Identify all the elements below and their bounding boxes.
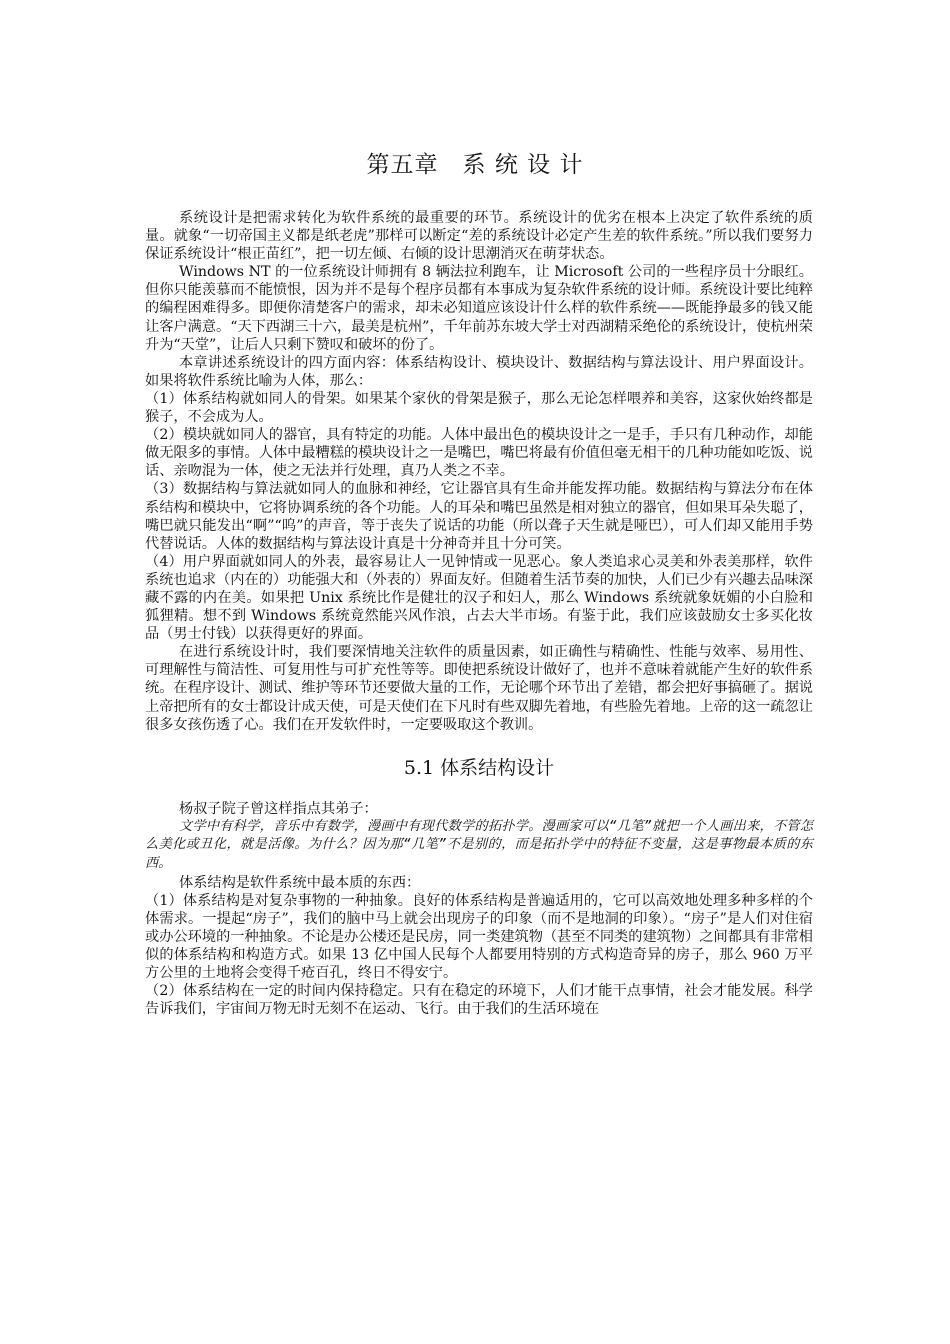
chapter-title: 第五章 系 统 设 计 <box>366 152 584 178</box>
quote-paragraph: 文学中有科学，音乐中有数学，漫画中有现代数学的拓扑学。漫画家可以“几笔”就把一个人画出来，不管怎么美化或丑化，就是活像。为什么？因为那“几笔”不是别的，而是拓扑学中的特征不变量，这是事物最本质的东西。 <box>145 818 813 871</box>
list-item-data-structures: （3）数据结构与算法就如同人的血脉和神经，它让器官具有生命并能发挥功能。数据结构与算法分布在体系结构和模块中，它将协调系统的各个功能。人的耳朵和嘴巴虽然是相对独立的器官，但如果耳朵失聪了，嘴巴就只能发出“啊”“呜”的声音，等于丧失了说话的功能（所以聋子天生就是哑巴），可人们却又能用手势代替说话。人体的数据结构与算法设计真是十分神奇并且十分可笑。 <box>145 481 813 552</box>
list-item-stability: （2）体系结构在一定的时间内保持稳定。只有在稳定的环境下，人们才能干点事情，社会才能发展。科学告诉我们，宇宙间万物无时无刻不在运动、飞行。由于我们的生活环境在 <box>145 983 813 1018</box>
section-title: 5.1 体系结构设计 <box>403 756 555 779</box>
document-body <box>145 209 813 1018</box>
section-intro-paragraph: 杨叔子院子曾这样指点其弟子： <box>179 800 378 817</box>
windows-nt-paragraph: Windows NT 的一位系统设计师拥有 8 辆法拉利跑车，让 Microsoft 公司的一些程序员十分眼红。但你只能羡慕而不能愤恨，因为并不是每个程序员都有本事成为复杂软件系统的设计师。系统设计要比纯粹的编程困难得多。即便你清楚客户的需求，却未必知道应该设计什么样的软件系统——既能挣最多的钱又能让客户满意。“天下西湖三十六，最美是杭州”，千年前苏东坡大学士对西湖精采绝伦的系统设计，使杭州荣升为“天堂”，让后人只剩下赞叹和破坏的份了。 <box>145 264 813 353</box>
list-item-user-interface: （4）用户界面就如同人的外表，最容易让人一见钟情或一见恶心。象人类追求心灵美和外表美那样，软件系统也追求（内在的）功能强大和（外表的）界面友好。但随着生活节奏的加快，人们已少有兴趣去品味深藏不露的内在美。如果把 Unix 系统比作是健壮的汉子和妇人，那么 Windows 系统就象妩媚的小白脸和狐狸精。想不到 Windows 系统竟然能兴风作浪，占去大半市场。有鉴于此，我们应该鼓励女士多买化妆品（男士付钱）以获得更好的界面。 <box>145 553 813 643</box>
list-item-architecture: （1）体系结构就如同人的骨架。如果某个家伙的骨架是猴子，那么无论怎样喂养和美容，这家伙始终都是猴子，不会成为人。 <box>145 390 813 426</box>
list-item-modules: （2）模块就如同人的器官，具有特定的功能。人体中最出色的模块设计之一是手，手只有几种动作，却能做无限多的事情。人体中最糟糕的模块设计之一是嘴巴，嘴巴将最有价值但毫无相干的几种功能如吃饭、说话、亲吻混为一体，使之无法并行处理，真乃人类之不幸。 <box>145 427 813 480</box>
architecture-essence-paragraph: 体系结构是软件系统中最本质的东西： <box>179 874 421 891</box>
list-item-abstraction: （1）体系结构是对复杂事物的一种抽象。良好的体系结构是普遍适用的，它可以高效地处理多种多样的个体需求。一提起“房子”，我们的脑中马上就会出现房子的印象（而不是地洞的印象）。“房子”是人们对住宿或办公环境的一种抽象。不论是办公楼还是民房，同一类建筑物（甚至不同类的建筑物）之间都具有非常相似的体系结构和构造方式。如果 13 亿中国人民每个人都要用特别的方式构造奇异的房子，那么 960 万平方公里的土地将会变得千疮百孔，终日不得安宁。 <box>145 892 813 982</box>
intro-paragraph: 系统设计是把需求转化为软件系统的最重要的环节。系统设计的优劣在根本上决定了软件系统的质量。就象“一切帝国主义都是纸老虎”那样可以断定“差的系统设计必定产生差的软件系统。”所以我们要努力保证系统设计“根正苗红”，把一切左倾、右倾的设计思潮消灭在萌芽状态。 <box>145 210 813 263</box>
chapter-overview-paragraph: 本章讲述系统设计的四方面内容：体系结构设计、模块设计、数据结构与算法设计、用户界面设计。如果将软件系统比喻为人体，那么： <box>145 354 813 389</box>
quality-paragraph: 在进行系统设计时，我们要深情地关注软件的质量因素，如正确性与精确性、性能与效率、易用性、可理解性与简洁性、可复用性与可扩充性等等。即使把系统设计做好了，也并不意味着就能产生好的软件系统。在程序设计、测试、维护等环节还要做大量的工作，无论哪个环节出了差错，都会把好事搞砸了。据说上帝把所有的女士都设计成天使，可是天使们在下凡时有些双脚先着地，有些脸先着地。上帝的这一疏忽让很多女孩伤透了心。我们在开发软件时，一定要吸取这个教训。 <box>145 644 813 733</box>
